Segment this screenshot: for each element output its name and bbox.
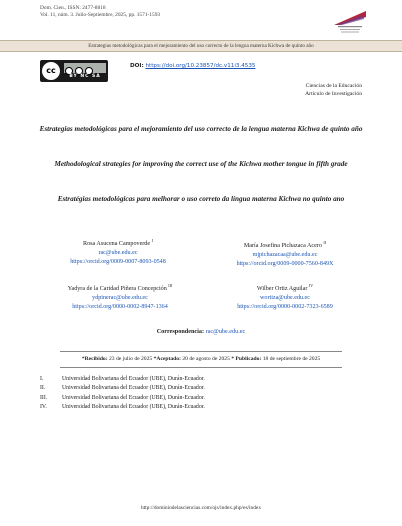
affiliation-item: I. Universidad Bolivariana del Ecuador (UBE), Durán-Ecuador. [40, 376, 205, 382]
author-orcid[interactable]: https://orcid.org/0000-0002-7323-6589 [237, 304, 333, 311]
dates-rule-bottom [60, 367, 342, 368]
affiliations-list [40, 375, 205, 413]
correspondence-email[interactable]: rac@ube.edu.ec [205, 328, 246, 335]
author-email[interactable]: ydpinerac@ube.edu.ec [92, 295, 148, 302]
journal-issn: Dom. Cien., ISSN: 2477-8818 [40, 5, 106, 11]
doi-label: DOI: [130, 63, 144, 69]
affiliation-item: III. Universidad Bolivariana del Ecuador (UBE), Durán-Ecuador. [40, 394, 205, 401]
author-orcid[interactable]: https://orcid.org/0009-0007-8093-0548 [70, 259, 166, 266]
section-meta [305, 82, 362, 99]
journal-volume: Vol. 11, núm. 3. Julio-Septiembre, 2025, pp. 1571-1593 [40, 12, 161, 18]
author-email[interactable]: rac@ube.edu.ec [98, 250, 138, 257]
section-area: Ciencias de la Educación [305, 83, 362, 89]
date-published: 18 de septiembre de 2025 [262, 356, 321, 362]
date-accepted: 20 de agosto de 2025 [182, 356, 230, 362]
author-2 [210, 238, 360, 270]
date-received: 23 de julio de 2025 [109, 356, 153, 362]
author-4 [210, 281, 360, 313]
author-name: Wilber Ortiz Aguilar $^{IV}$ [256, 283, 314, 293]
author-1 [48, 236, 188, 268]
correspondence-label: Correspondencia: [156, 328, 205, 335]
author-name: Rosa Asucena Campoverde $^I$ [83, 238, 153, 248]
cc-license-badge[interactable] [40, 60, 108, 82]
author-name: Yadyra de la Caridad Piñera Concepción $^{III}$ [67, 283, 173, 293]
title-portuguese: Estratégias metodológicas para melhorar o uso correto da língua materna Kichwa no quinto ano [57, 195, 345, 203]
correspondence [0, 328, 402, 335]
author-3 [40, 281, 200, 313]
author-orcid[interactable]: https://orcid.org/0000-0002-8947-1364 [72, 304, 168, 311]
title-spanish: Estrategias metodológicas para el mejoramiento del uso correcto de la lengua materna Kichwa de quinto año [39, 125, 363, 133]
journal-logo [330, 3, 370, 37]
affiliation-item: IV. Universidad Bolivariana del Ecuador (UBE), Durán-Ecuador. [40, 404, 205, 411]
running-title-band [0, 40, 402, 52]
article-type: Artículo de Investigación [305, 91, 362, 98]
author-name: María Josefina Pichazaca Acero $^{II}$ [243, 240, 327, 250]
author-orcid[interactable]: https://orcid.org/0009-0000-7560-849X [236, 261, 334, 268]
footer-url[interactable]: http://dominiodelasciencias.com/ojs/index.php/es/index [140, 505, 262, 511]
dates-line: *Recibido: 23 de julio de 2025 *Aceptado: 20 de agosto de 2025 * Publicado: 18 de septiembre de 2025 [81, 356, 321, 362]
dates-rule-top [60, 351, 342, 352]
running-title: Estrategias metodológicas para el mejoramiento del uso correcto de la lengua materna Kichwa de quinto año [88, 43, 314, 49]
doi-link[interactable]: https://doi.org/10.23857/dc.v11i3.4535 [145, 63, 256, 69]
title-english: Methodological strategies for improving the correct use of the Kichwa mother tongue in fifth grade [54, 160, 348, 168]
cc-icon: cc [42, 62, 60, 80]
author-email[interactable]: wortiza@ube.edu.ec [260, 295, 310, 302]
doi-line [130, 63, 255, 69]
license-icons [64, 63, 106, 73]
license-badge-text: BY NC SA [69, 74, 101, 79]
author-email[interactable]: mjpichazacaa@ube.edu.ec [252, 252, 318, 259]
affiliation-item: II. Universidad Bolivariana del Ecuador (UBE), Durán-Ecuador. [40, 385, 205, 392]
